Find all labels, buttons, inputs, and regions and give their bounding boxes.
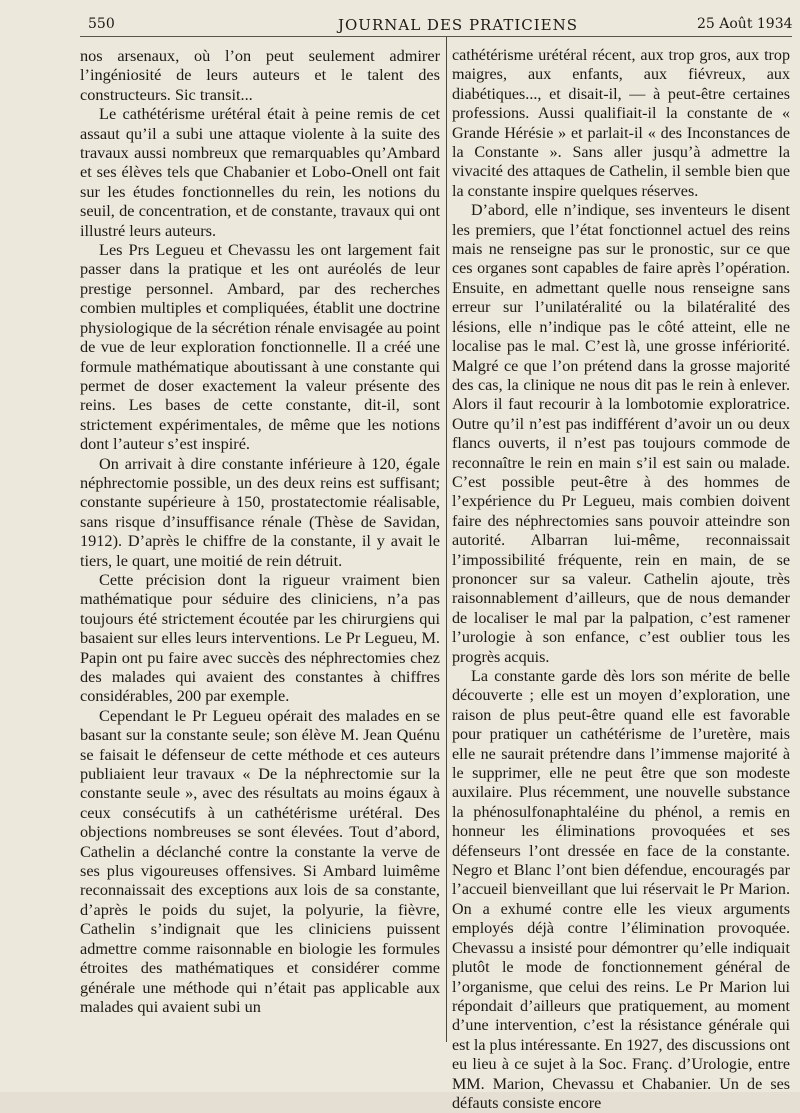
- page-header: [0, 0, 800, 40]
- paragraph: La constante garde dès lors son mérite de belle découverte ; elle est un moyen d’exploration, une raison de plus peut-être quand elle est favorable pour pratiquer un cathétérisme de l’uretère, mais elle ne saurait prétendre dans l’immense majorité à le supprimer, elle ne peut être que son modeste auxilaire. Plus récemment, une nouvelle substance la phénosulfonaphtaléine du phénol, a remis en honneur les éliminations provoquées et ses défenseurs l’ont dressée en face de la constante. Negro et Blanc l’ont bien défendue, encouragés par l’accueil bienveillant que lui réservait le Pr Marion. On a exhumé contre elle les vieux arguments employés déjà contre l’élimination provoquée. Chevassu a insisté pour démontrer qu’elle indiquait plutôt le mode de fonctionnement général de l’organisme, que celui des reins. Le Pr Marion lui répondait d’ailleurs que pratiquement, au moment d’une intervention, c’est la résistance générale qui est la plus intéressante. En 1927, des discussions ont eu lieu à ce sujet à la Soc. Franç. d’Urologie, entre MM. Marion, Chevassu et Chabanier. Un de ses défauts consiste encore: [452, 668, 790, 1112]
- column-divider: [446, 37, 447, 1042]
- paragraph: nos arsenaux, où l’on peut seulement admirer l’ingéniosité de leurs auteurs et le talent des constructeurs. Sic transit...: [80, 46, 440, 104]
- page-number: 550: [88, 16, 115, 32]
- paragraph: On arrivait à dire constante inférieure à 120, égale néphrectomie possible, un des deux reins est suffisant; constante supérieure à 150, prostatectomie réalisable, sans risque d’insuffisance rénale (Thèse de Savidan, 1912). D’après le chiffre de la constante, il y avait le tiers, le quart, une moitié de rein détruit.: [80, 453, 440, 570]
- paragraph: Cette précision dont la rigueur vraiment bien mathématique pour séduire des cliniciens, n’a pas toujours été strictement écoutée par les chirurgiens qui basaient sur elles leurs interventions. Le Pr Legueu, M. Papin ont pu faire avec succès des néphrectomies chez des malades qui avaient des constantes à chiffres considérables, 200 par exemple.: [80, 569, 440, 706]
- right-column: [452, 46, 790, 1112]
- paragraph: Le cathétérisme urétéral était à peine remis de cet assaut qu’il a subi une attaque violente à la suite des travaux aussi nombreux que remarquables qu’Ambard et ses élèves tels que Chabanier et Lobo-Onell ont fait sur les études fonctionnelles du rein, les notions du seuil, de concentration, et de constante, travaux qui ont illustré leurs auteurs.: [80, 104, 440, 240]
- issue-date: 25 Août 1934: [697, 16, 793, 32]
- journal-title: JOURNAL DES PRATICIENS: [338, 16, 579, 34]
- header-rule: [80, 36, 792, 37]
- paragraph: Les Prs Legueu et Chevassu les ont largement fait passer dans la pratique et les ont auréolés de leur prestige personnel. Ambard, par des recherches combien multiples et compliquées, établit une doctrine physiologique de la sécrétion rénale envisagée au point de vue de leur exploration fonctionnelle. Il a créé une formule mathématique aboutissant à une constante qui permet de doser exactement la valeur présente des reins. Les bases de cette constante, dit-il, sont strictement expérimentales, de même que les notions dont l’auteur s’est inspiré.: [80, 240, 440, 454]
- paragraph: cathétérisme urétéral récent, aux trop gros, aux trop maigres, aux enfants, aux fiévreux, aux diabétiques..., et disait-il, — à peut-être certaines professions. Aussi qualifiait-il la constante de « Grande Hérésie » et parlait-il « des Inconstances de la Constante ». Sans aller jusqu’à admettre la vivacité des attaques de Cathelin, il semble bien que la constante inspire quelques réserves.: [452, 47, 790, 200]
- paragraph: Cependant le Pr Legueu opérait des malades en se basant sur la constante seule; son élève M. Jean Quénu se faisait le défenseur de cette méthode et ces auteurs publiaient leur travaux « De la néphrectomie sur la constante seule », avec des résultats au moins égaux à ceux consécutifs à un cathétérisme urétéral. Des objections nombreuses se sont élevées. Tout d’abord, Cathelin a déclanché contre la constante la verve de ses plus vigoureuses offensives. Si Ambard luimême reconnaissait des exceptions aux lois de sa constante, d’après le poids du sujet, la polyurie, la fièvre, Cathelin s’indignait que les cliniciens puissent admettre comme raisonnable en biologie les formules étroites des mathématiques et considérer comme générale une méthode qui n’était pas applicable aux malades qui avaient subi un: [80, 705, 440, 1016]
- paragraph: D’abord, elle n’indique, ses inventeurs le disent les premiers, que l’état fonctionnel actuel des reins mais ne renseigne pas sur le pronostic, sur ce que ces organes sont capables de faire après l’opération. Ensuite, en admettant quelle nous renseigne sans erreur sur l’unilatéralité ou la bilatéralité des lésions, elle n’indique pas le côté atteint, elle ne localise pas le mal. C’est là, une grosse infériorité. Malgré ce que l’on prétend dans la grosse majorité des cas, la clinique ne nous dit pas le rein à enlever. Alors il faut recourir à la lombotomie exploratrice. Outre qu’il n’est pas indifférent d’avoir un ou deux flancs ouverts, il n’est pas toujours commode de reconnaître le rein en main s’il est sain ou malade. C’est possible peut-être à des hommes de l’expérience du Pr Legueu, mais combien doivent faire des néphrectomies sans pouvoir atteindre son autorité. Albarran lui-même, reconnaissait l’impossibilité fréquente, rein en main, de se prononcer sur sa valeur. Cathelin ajoute, très raisonnablement d’ailleurs, que de nous demander de localiser le mal par la palpation, c’est ramener l’urologie à son enfance, c’est oublier tous les progrès acquis.: [452, 202, 790, 666]
- left-column: [80, 46, 440, 1046]
